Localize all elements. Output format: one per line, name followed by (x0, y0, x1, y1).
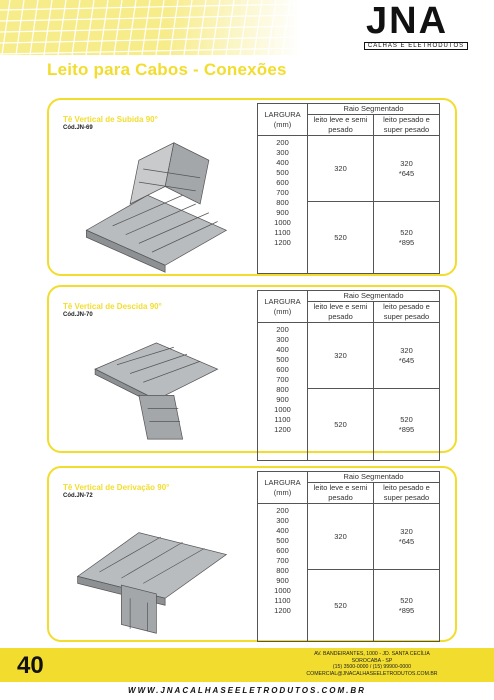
size-value: 1200 (274, 606, 291, 615)
spec-table (257, 290, 440, 461)
radius-header: Raio Segmentado (308, 472, 440, 483)
website-link[interactable]: WWW.JNACALHASEELETRODUTOS.COM.BR (128, 686, 366, 695)
size-value: 900 (276, 395, 289, 404)
width-header: LARGURA (mm) (258, 472, 308, 504)
light-header: leito leve e semi pesado (308, 115, 374, 136)
size-value: 400 (276, 158, 289, 167)
size-value: 600 (276, 365, 289, 374)
product-code: Cód.JN-70 (63, 312, 93, 318)
radius-header: Raio Segmentado (308, 104, 440, 115)
size-value: 900 (276, 208, 289, 217)
size-value: 800 (276, 566, 289, 575)
size-value: 300 (276, 148, 289, 157)
size-value: 1100 (274, 596, 291, 605)
size-value: 500 (276, 168, 289, 177)
product-card (47, 285, 457, 453)
size-value: 1100 (274, 415, 291, 424)
light-radius-1: 320 (308, 136, 374, 202)
size-value: 1100 (274, 228, 291, 237)
size-value: 800 (276, 198, 289, 207)
footer-bar (0, 648, 494, 682)
page-title: Leito para Cabos - Conexões (47, 60, 287, 79)
logo-tagline: CALHAS E ELETRODUTOS (364, 42, 468, 50)
light-radius-2: 520 (308, 570, 374, 642)
heavy-radius-2: 520 *895 (374, 570, 440, 642)
product-name: Tê Vertical de Descida 90° (63, 302, 162, 311)
size-value: 700 (276, 188, 289, 197)
width-header: LARGURA (mm) (258, 291, 308, 323)
light-header: leito leve e semi pesado (308, 302, 374, 323)
size-value: 500 (276, 355, 289, 364)
heavy-radius-1: 320 *645 (374, 136, 440, 202)
heavy-header: leito pesado e super pesado (374, 483, 440, 504)
size-value: 800 (276, 385, 289, 394)
size-value: 1200 (274, 425, 291, 434)
email-text: COMERCIAL@JNACALHASEELETRODUTOS.COM.BR (306, 670, 438, 677)
radius-header: Raio Segmentado (308, 291, 440, 302)
product-illustration (59, 502, 245, 642)
size-value: 1200 (274, 238, 291, 247)
size-value: 700 (276, 556, 289, 565)
size-value: 1000 (274, 218, 291, 227)
size-value: 600 (276, 546, 289, 555)
product-code: Cód.JN-69 (63, 125, 93, 131)
size-value: 900 (276, 576, 289, 585)
size-value: 700 (276, 375, 289, 384)
sizes-cell (258, 136, 308, 274)
product-card (47, 466, 457, 642)
product-code: Cód.JN-72 (63, 493, 93, 499)
size-value: 300 (276, 335, 289, 344)
heavy-radius-2: 520 *895 (374, 389, 440, 461)
logo-text: JNA (366, 0, 449, 42)
brand-logo (358, 0, 480, 52)
address-line-1: AV. BANDEIRANTES, 1000 - JD. SANTA CECÍLIA (314, 651, 430, 657)
heavy-radius-1: 320 *645 (374, 323, 440, 389)
size-value: 300 (276, 516, 289, 525)
light-header: leito leve e semi pesado (308, 483, 374, 504)
size-value: 600 (276, 178, 289, 187)
page-number: 40 (17, 652, 44, 679)
heavy-header: leito pesado e super pesado (374, 302, 440, 323)
light-radius-2: 520 (308, 389, 374, 461)
product-illustration (59, 134, 245, 274)
sizes-cell (258, 323, 308, 461)
product-name: Tê Vertical de Subida 90° (63, 115, 158, 124)
light-radius-1: 320 (308, 323, 374, 389)
address-line-2: SOROCABA - SP (351, 657, 393, 664)
heavy-radius-1: 320 *645 (374, 504, 440, 570)
spec-table (257, 103, 440, 274)
size-value: 200 (276, 325, 289, 334)
contact-info (272, 651, 472, 677)
size-value: 400 (276, 345, 289, 354)
product-illustration (59, 321, 245, 461)
width-header: LARGURA (mm) (258, 104, 308, 136)
header-pattern (0, 0, 300, 55)
size-value: 200 (276, 138, 289, 147)
size-value: 1000 (274, 586, 291, 595)
product-name: Tê Vertical de Derivação 90° (63, 483, 170, 492)
spec-table (257, 471, 440, 642)
heavy-header: leito pesado e super pesado (374, 115, 440, 136)
heavy-radius-2: 520 *895 (374, 202, 440, 274)
size-value: 1000 (274, 405, 291, 414)
light-radius-1: 320 (308, 504, 374, 570)
product-card (47, 98, 457, 276)
size-value: 200 (276, 506, 289, 515)
light-radius-2: 520 (308, 202, 374, 274)
phone-text: (15) 3500-0000 / (15) 99900-0000 (332, 664, 412, 671)
size-value: 400 (276, 526, 289, 535)
sizes-cell (258, 504, 308, 642)
size-value: 500 (276, 536, 289, 545)
